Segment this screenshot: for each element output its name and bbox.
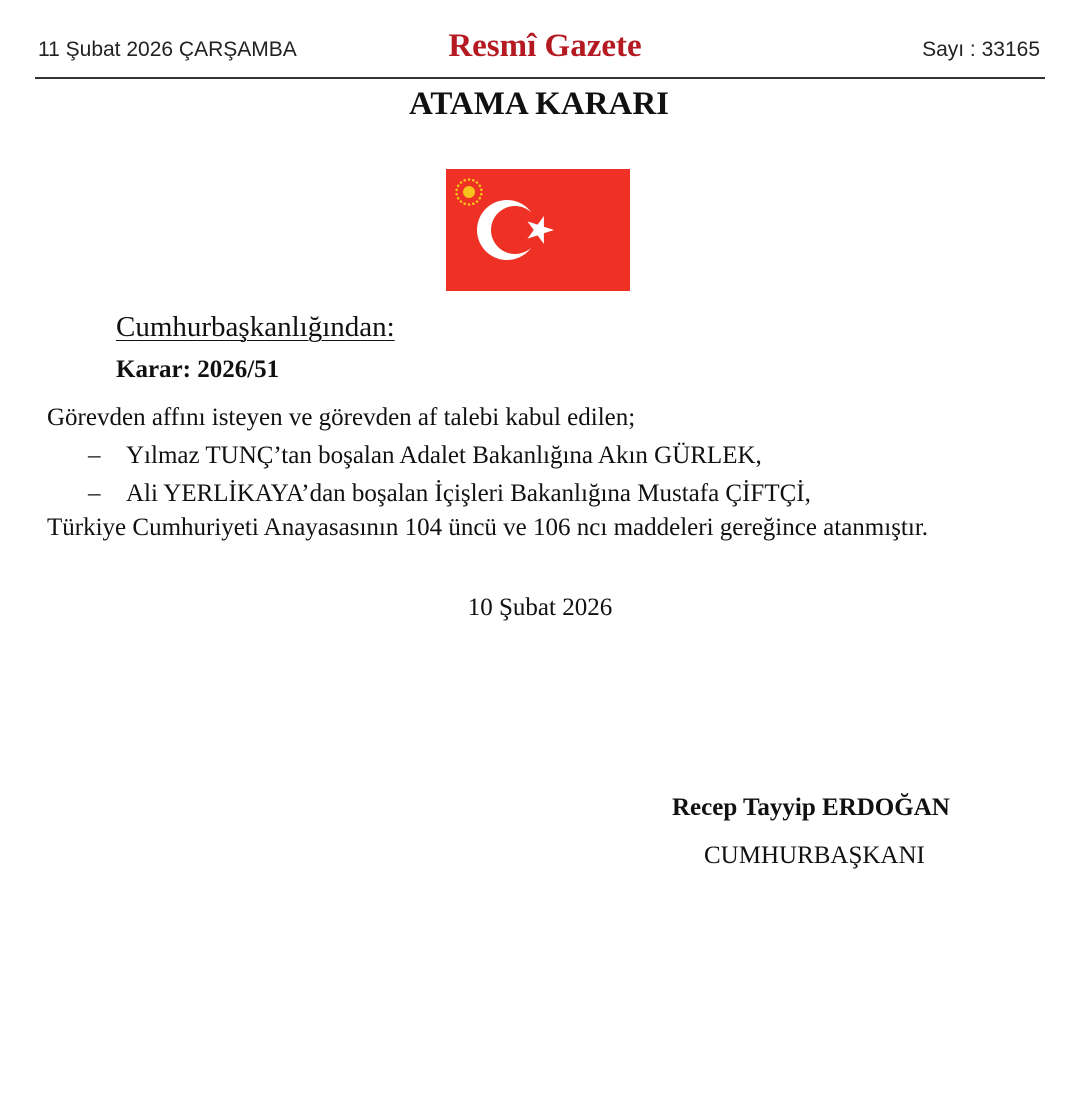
dash-bullet: –	[88, 480, 101, 507]
signing-date: 10 Şubat 2026	[467, 594, 613, 621]
appointment-text: Yılmaz TUNÇ’tan boşalan Adalet Bakanlığına Akın GÜRLEK,	[126, 442, 762, 469]
publication-date: 11 Şubat 2026 ÇARŞAMBA	[38, 38, 297, 61]
signatory-title: CUMHURBAŞKANI	[704, 842, 925, 869]
dash-bullet: –	[88, 442, 101, 469]
issuing-authority: Cumhurbaşkanlığından:	[116, 311, 395, 343]
appointment-text: Ali YERLİKAYA’dan boşalan İçişleri Bakanlığına Mustafa ÇİFTÇİ,	[126, 480, 811, 507]
publication-title: Resmî Gazete	[448, 28, 642, 64]
decision-number: Karar: 2026/51	[116, 356, 280, 383]
signatory-name: Recep Tayyip ERDOĞAN	[672, 794, 950, 821]
intro-paragraph: Görevden affını isteyen ve görevden af talebi kabul edilen;	[47, 404, 636, 431]
document-title: ATAMA KARARI	[408, 86, 670, 122]
issue-number: Sayı : 33165	[922, 38, 1040, 61]
header-divider	[35, 77, 1045, 79]
closing-paragraph: Türkiye Cumhuriyeti Anayasasının 104 üncü ve 106 ncı maddeleri gereğince atanmıştır.	[47, 514, 929, 541]
turkish-flag-icon	[446, 169, 630, 291]
appointment-item	[88, 441, 762, 471]
appointment-item	[88, 479, 811, 509]
